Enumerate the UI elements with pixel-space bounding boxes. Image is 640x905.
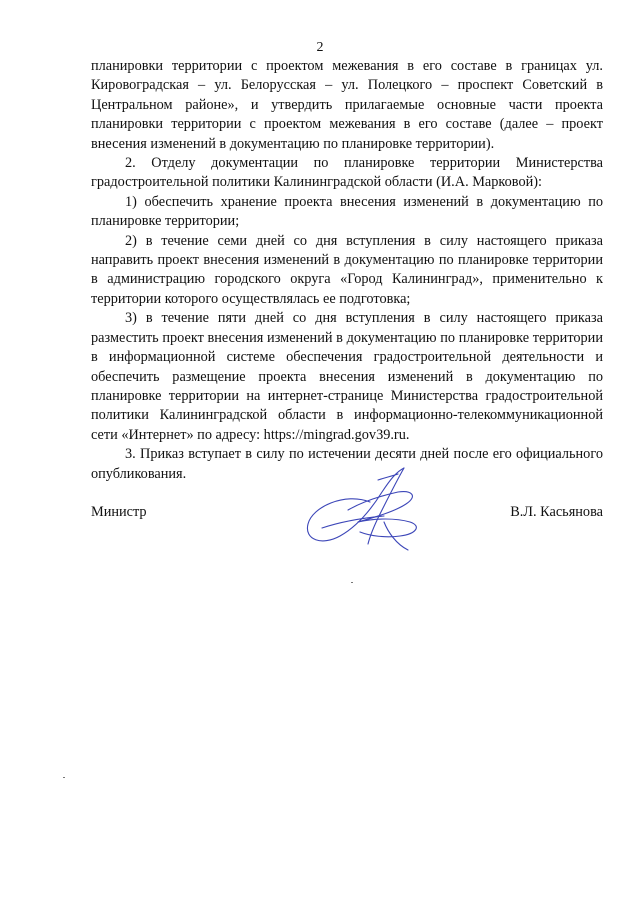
paragraph-intro-continuation: планировки территории с проектом межевания в его составе в границах ул. Кировоградская – ул. Белорусская – ул. Полецкого – проспект Советский в Центральном районе», и утвердить прилагаемые основные части проекта планировки территории с проектом межевания в его составе (далее – проект внесения изменений в документацию по планировке территории).: [91, 58, 603, 152]
document-body: [91, 57, 603, 484]
scan-speck: [351, 582, 353, 583]
paragraph-subitem-1: 1) обеспечить хранение проекта внесения изменений в документацию по планировке территории;: [91, 193, 603, 230]
handwritten-signature: [300, 462, 435, 552]
signatory-name: В.Л. Касьянова: [510, 504, 603, 520]
paragraph-subitem-2: 2) в течение семи дней со дня вступления в силу настоящего приказа направить проект внесения изменений в документацию по планировке территории в администрацию городского округа «Город Калининград», применительно к территории которого осуществлялась ее подготовка;: [91, 232, 603, 307]
page-number: 2: [316, 40, 324, 55]
scan-speck: [63, 777, 65, 778]
paragraph-item-3: 3. Приказ вступает в силу по истечении десяти дней после его официального опубликования.: [91, 446, 603, 482]
paragraph-item-2: 2. Отделу документации по планировке территории Министерства градостроительной политики Калининградской области (И.А. Марковой):: [91, 155, 603, 191]
signatory-title: Министр: [91, 504, 147, 520]
paragraph-subitem-3: 3) в течение пяти дней со дня вступления в силу настоящего приказа разместить проект внесения изменений в документацию по планировке территории в информационной системе обеспечения градостроительной деятельности и обеспечить размещение проекта внесения изменений в документацию по планировке территории на интернет-странице Министерства градостроительной политики Калининградской области в информационно-телекоммуникационной сети «Интернет» по адресу: https://mingrad.gov39.ru.: [91, 310, 603, 443]
